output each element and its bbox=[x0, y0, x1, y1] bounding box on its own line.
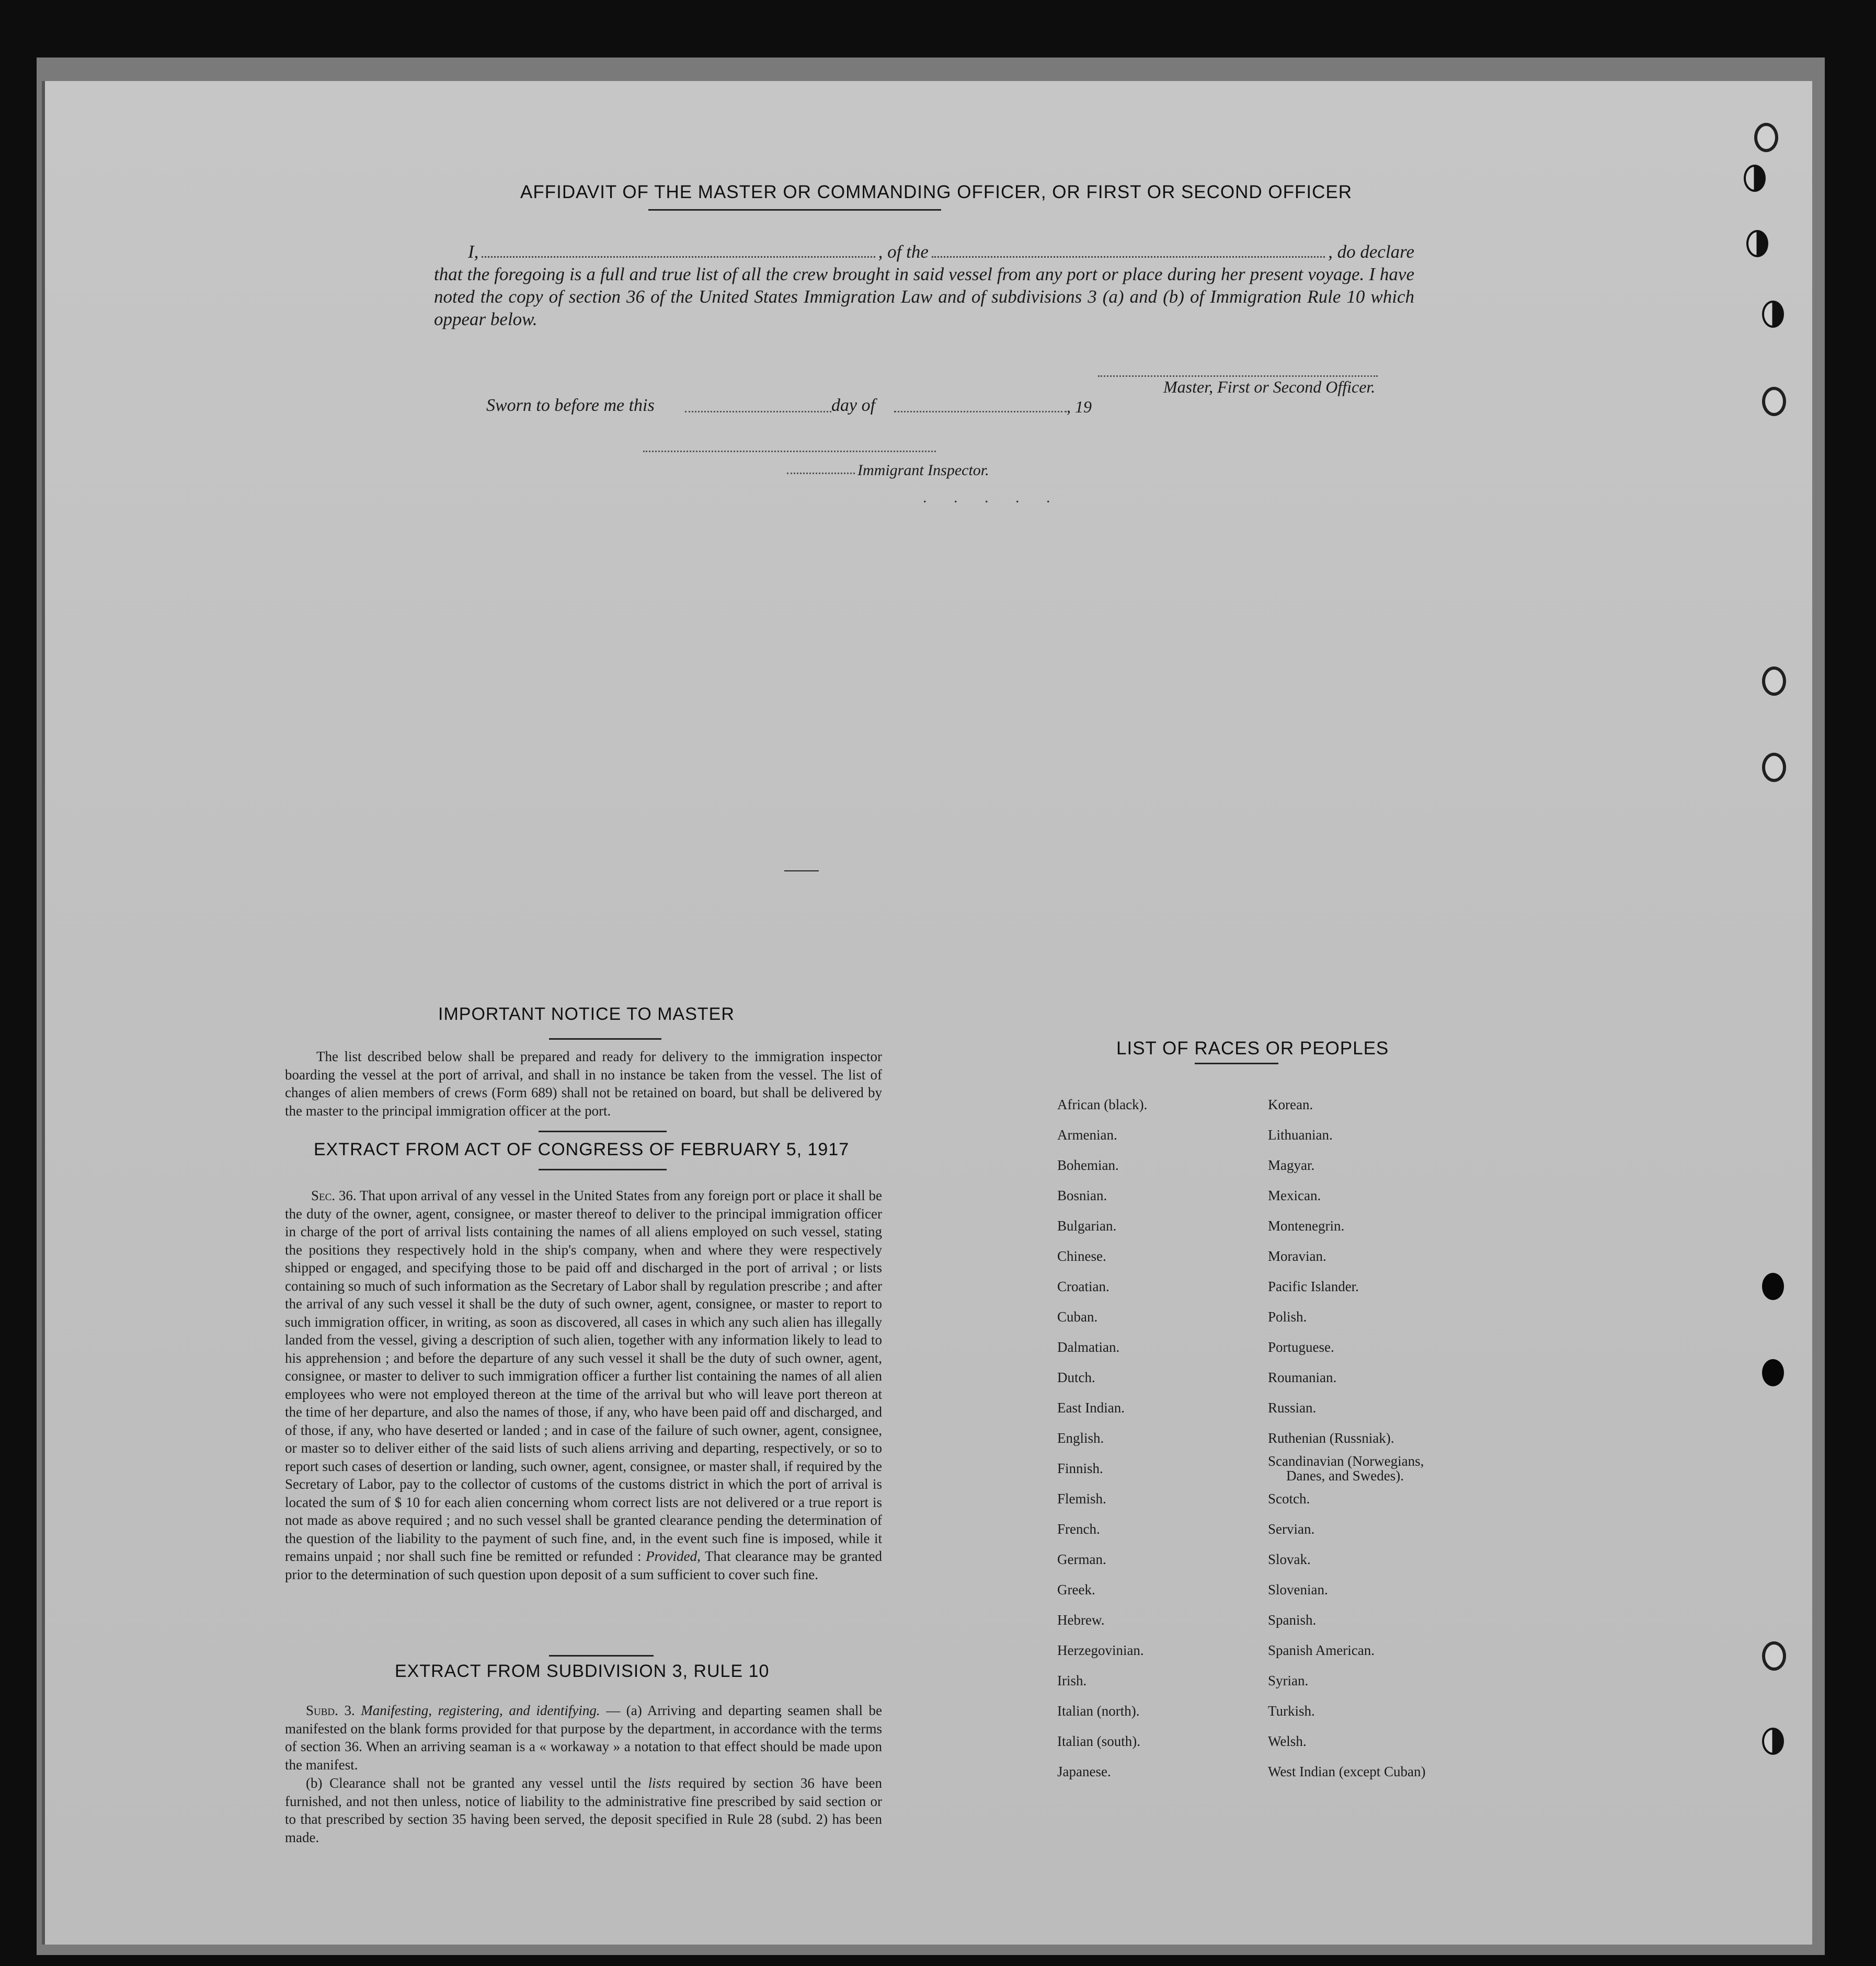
para-b-rest: required by section 36 have been furnished, and not then unless, notice of liability to the administrative fine prescribed by said section or to that prescribed by section 35 having been served, the deposit specified in Rule 28 (subd. 2) has been made. bbox=[285, 1775, 883, 1845]
race-item: Flemish. bbox=[1057, 1491, 1106, 1507]
race-item: Portuguese. bbox=[1268, 1339, 1334, 1355]
signature-label: Master, First or Second Officer. bbox=[1163, 377, 1376, 396]
act-underline bbox=[539, 1169, 667, 1170]
subd-heading: Manifesting, registering, and identifying. bbox=[361, 1703, 600, 1718]
binder-hole bbox=[1744, 165, 1766, 192]
race-item: Korean. bbox=[1268, 1097, 1313, 1112]
race-item: Slovak. bbox=[1268, 1551, 1311, 1567]
race-item: Moravian. bbox=[1268, 1248, 1326, 1264]
sworn-prefix: Sworn to before me this bbox=[486, 396, 655, 415]
race-item: African (black). bbox=[1057, 1097, 1148, 1112]
affidavit-title: AFFIDAVIT OF THE MASTER OR COMMANDING OFFICER, OR FIRST OR SECOND OFFICER bbox=[520, 182, 1353, 202]
para-b-lists: lists bbox=[648, 1775, 671, 1791]
inspector-label: Immigrant Inspector. bbox=[857, 462, 989, 479]
race-item: Pacific Islander. bbox=[1268, 1279, 1359, 1294]
race-item: German. bbox=[1057, 1551, 1106, 1567]
title-underline bbox=[648, 209, 941, 211]
race-item: Chinese. bbox=[1057, 1248, 1106, 1264]
race-item: Italian (north). bbox=[1057, 1703, 1140, 1719]
declare-label: , do declare bbox=[1328, 242, 1415, 262]
race-item: Scotch. bbox=[1268, 1491, 1310, 1507]
affidavit-body-text: that the foregoing is a full and true list of all the crew brought in said vessel from any port or place during her present voyage. I have noted the copy of section 36 of the United States Immigration Law and of subdivisions 3 (a) and (b) of Immigration Rule 10 which oppear below. bbox=[434, 264, 1414, 329]
race-item: Greek. bbox=[1057, 1582, 1095, 1597]
race-item: Bohemian. bbox=[1057, 1157, 1119, 1173]
act-title: EXTRACT FROM ACT OF CONGRESS OF FEBRUARY 5, 1917 bbox=[314, 1140, 850, 1159]
section-label: Sec. 36. bbox=[311, 1188, 357, 1203]
race-item: Welsh. bbox=[1268, 1733, 1307, 1749]
race-item: Polish. bbox=[1268, 1309, 1307, 1325]
vessel-blank[interactable] bbox=[932, 243, 1325, 258]
race-item: Roumanian. bbox=[1268, 1370, 1337, 1385]
race-item: Slovenian. bbox=[1268, 1582, 1328, 1597]
race-item: Herzegovinian. bbox=[1057, 1642, 1144, 1658]
sworn-day-blank[interactable] bbox=[685, 411, 831, 412]
race-item: Mexican. bbox=[1268, 1188, 1321, 1203]
subd-label: Subd. 3. bbox=[306, 1703, 355, 1718]
race-item: Turkish. bbox=[1268, 1703, 1315, 1719]
race-item: French. bbox=[1057, 1521, 1100, 1537]
race-item: Japanese. bbox=[1057, 1764, 1111, 1779]
notice-text: The list described below shall be prepared and ready for delivery to the immigration inspector boarding the vessel at the port of arrival, and shall in no instance be taken from the vessel. The list of changes of alien members of crews (Form 689) shall not be retained on board, but shall be delivered by the master to the principal immigration officer at the port. bbox=[285, 1049, 882, 1119]
inspector-label-leader bbox=[787, 473, 855, 474]
race-item: Cuban. bbox=[1057, 1309, 1098, 1325]
races-underline bbox=[1195, 1063, 1278, 1064]
act-section-36-text bbox=[285, 1187, 882, 1583]
binder-hole bbox=[1754, 123, 1778, 152]
binder-hole bbox=[1762, 1728, 1784, 1755]
para-b-prefix: (b) Clearance shall not be granted any vessel until the bbox=[306, 1775, 642, 1791]
of-the-label: , of the bbox=[878, 242, 929, 262]
binder-hole bbox=[1746, 230, 1768, 257]
rule10-para-a bbox=[285, 1701, 882, 1774]
inspector-signature-line[interactable] bbox=[643, 451, 936, 452]
binder-hole bbox=[1762, 1273, 1784, 1300]
document-page bbox=[42, 81, 1812, 1945]
binder-hole bbox=[1762, 753, 1786, 782]
race-item: Hebrew. bbox=[1057, 1612, 1105, 1628]
pronoun-i: I, bbox=[468, 242, 479, 262]
binder-hole bbox=[1762, 387, 1786, 416]
race-item: Russian. bbox=[1268, 1400, 1317, 1416]
race-item: Spanish American. bbox=[1268, 1642, 1375, 1658]
race-item: Lithuanian. bbox=[1268, 1127, 1333, 1143]
section-text-part1: That upon arrival of any vessel in the United States from any foreign port or place it shall be the duty of the owner, agent, consignee, or master thereof to deliver to the principal immigration officer in charge of the port of arrival lists containing the names of all aliens employed on such vessel, stating the positions they respectively hold in the ship's company, when and where they were respectively shipped or engaged, and specifying those to be paid off and discharged in the port of arrival ; or lists containing so much of such information as the Secretary of Labor shall by regulation prescribe ; and after the arrival of any such vessel it shall be the duty of such owner, agent, consignee, or master to report to such immigration officer, in writing, as soon as discovered, all cases in which any such alien has illegally landed from the vessel, giving a description of such alien, together with any information likely to lead to his apprehension ; and before the departure of any such vessel it shall be the duty of such owner, agent, consignee, or master to deliver to such immigration officer a further list containing the names of all alien employees who were not employed thereon at the time of the arrival but who will leave port thereon at the time of her departure, and also the names of those, if any, who have been paid off and discharged, and of those, if any, who have deserted or landed ; and in case of the failure of such owner, agent, consignee, or master so to deliver either of the said lists of such aliens arriving and departing, respectively, or so to report such cases of desertion or landing, such owner, agent, consignee, or master shall, if required by the Secretary of Labor, pay to the collector of customs of the customs district in which the port of arrival is located the sum of $ 10 for each alien concerning whom correct lists are not delivered or a true report is not made as above required ; and no such vessel shall be granted clearance pending the determination of the question of the liability to the payment of such fine, and, in the event such fine is imposed, while it remains unpaid ; nor shall such fine be remitted or refunded : bbox=[285, 1188, 883, 1564]
signature-line[interactable] bbox=[1098, 375, 1378, 377]
sworn-day-label: day of bbox=[831, 396, 876, 415]
race-item-continuation: Danes, and Swedes). bbox=[1286, 1468, 1404, 1484]
race-item: Bulgarian. bbox=[1057, 1218, 1117, 1234]
affidavit-text-block bbox=[434, 240, 1414, 330]
race-item: Spanish. bbox=[1268, 1612, 1317, 1628]
races-title: LIST OF RACES OR PEOPLES bbox=[1116, 1038, 1389, 1059]
notice-underline bbox=[549, 1038, 661, 1040]
race-item: Scandinavian (Norwegians, bbox=[1268, 1453, 1424, 1469]
race-item: Armenian. bbox=[1057, 1127, 1117, 1143]
race-item: Montenegrin. bbox=[1268, 1218, 1345, 1234]
section-text-part2: That clearance may be granted prior to the determination of such question upon deposit of a sum sufficient to cover such fine. bbox=[285, 1548, 882, 1582]
race-item: East Indian. bbox=[1057, 1400, 1125, 1416]
binder-hole bbox=[1762, 1359, 1784, 1386]
act-overline bbox=[539, 1131, 667, 1132]
race-item: English. bbox=[1057, 1430, 1104, 1446]
para-a-text: — (a) Arriving and departing seamen shall be manifested on the blank forms provided for that purpose by the department, in accordance with the terms of section 36. When an arriving seaman is a « workaway » a notation to that effect should be made upon the manifest. bbox=[285, 1703, 882, 1773]
race-item: Ruthenian (Russniak). bbox=[1268, 1430, 1394, 1446]
rule10-title: EXTRACT FROM SUBDIVISION 3, RULE 10 bbox=[395, 1661, 770, 1681]
race-item: West Indian (except Cuban) bbox=[1268, 1764, 1426, 1779]
sworn-month-blank[interactable] bbox=[894, 411, 1067, 412]
stray-dots: . . . . . bbox=[923, 489, 1062, 506]
race-item: Dutch. bbox=[1057, 1370, 1095, 1385]
short-dash bbox=[784, 870, 819, 871]
binder-hole bbox=[1762, 666, 1786, 696]
race-item: Irish. bbox=[1057, 1673, 1087, 1688]
notice-title: IMPORTANT NOTICE TO MASTER bbox=[438, 1004, 735, 1024]
race-item: Bosnian. bbox=[1057, 1188, 1107, 1203]
race-item: Croatian. bbox=[1057, 1279, 1109, 1294]
race-item: Magyar. bbox=[1268, 1157, 1315, 1173]
race-item: Servian. bbox=[1268, 1521, 1315, 1537]
name-blank[interactable] bbox=[482, 243, 875, 258]
race-item: Dalmatian. bbox=[1057, 1339, 1120, 1355]
binder-hole bbox=[1762, 301, 1784, 328]
sworn-year-label: , 19 bbox=[1067, 397, 1092, 416]
affidavit-first-line bbox=[434, 240, 1414, 263]
binder-hole bbox=[1762, 1641, 1786, 1671]
rule10-para-b bbox=[285, 1774, 882, 1846]
race-item: Syrian. bbox=[1268, 1673, 1309, 1688]
race-item: Italian (south). bbox=[1057, 1733, 1140, 1749]
race-item: Finnish. bbox=[1057, 1461, 1103, 1476]
provided-word: Provided, bbox=[646, 1548, 701, 1564]
rule10-overline bbox=[549, 1655, 654, 1657]
